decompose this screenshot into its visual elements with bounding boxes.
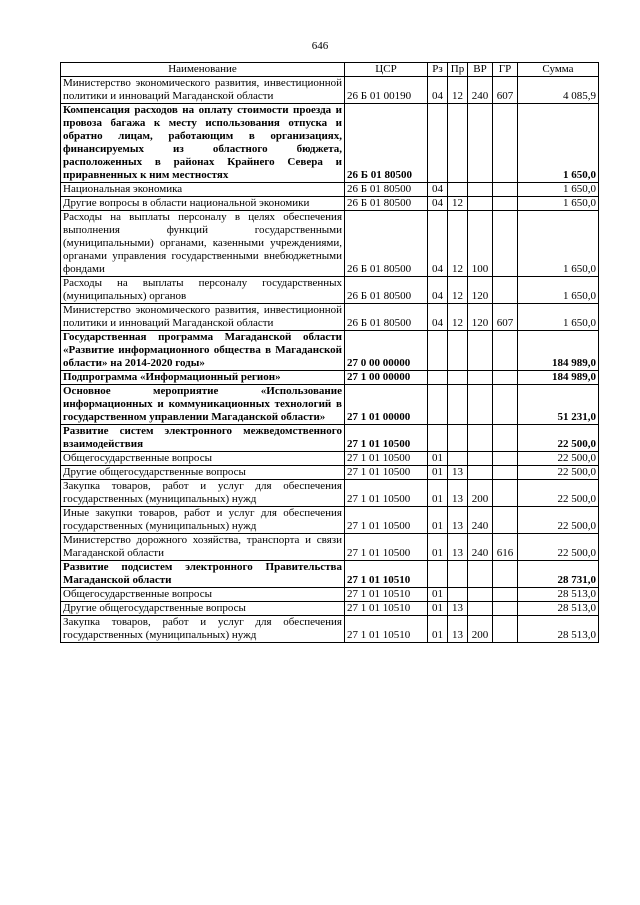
table-cell-vr <box>468 466 493 480</box>
table-row <box>61 452 599 466</box>
table-cell-gr <box>493 616 518 643</box>
table-cell-sum: 22 500,0 <box>518 425 599 452</box>
table-cell-csr: 26 Б 01 80500 <box>345 277 428 304</box>
table-cell-sum: 1 650,0 <box>518 277 599 304</box>
table-cell-name: Подпрограмма «Информационный регион» <box>61 371 345 385</box>
table-cell-pr <box>448 588 468 602</box>
table-cell-rz: 01 <box>428 480 448 507</box>
table-cell-gr <box>493 277 518 304</box>
table-row <box>61 197 599 211</box>
table-cell-vr: 100 <box>468 211 493 277</box>
table-cell-pr <box>448 371 468 385</box>
table-cell-rz: 01 <box>428 452 448 466</box>
table-cell-pr: 13 <box>448 480 468 507</box>
table-cell-csr: 27 1 01 10500 <box>345 466 428 480</box>
table-cell-name: Другие вопросы в области национальной экономики <box>61 197 345 211</box>
table-cell-pr: 13 <box>448 602 468 616</box>
table-cell-rz: 01 <box>428 602 448 616</box>
table-cell-pr: 12 <box>448 211 468 277</box>
table-cell-pr: 12 <box>448 197 468 211</box>
table-cell-vr <box>468 385 493 425</box>
table-cell-csr: 26 Б 01 80500 <box>345 183 428 197</box>
table-row <box>61 425 599 452</box>
table-cell-rz <box>428 331 448 371</box>
table-cell-sum: 22 500,0 <box>518 466 599 480</box>
table-cell-vr <box>468 183 493 197</box>
table-cell-rz <box>428 425 448 452</box>
table-row <box>61 277 599 304</box>
table-cell-name: Закупка товаров, работ и услуг для обеспечения государственных (муниципальных) нужд <box>61 616 345 643</box>
table-row <box>61 77 599 104</box>
table-cell-gr <box>493 183 518 197</box>
table-cell-pr <box>448 561 468 588</box>
table-cell-name: Государственная программа Магаданской области «Развитие информационного общества в Магаданской области» на 2014-2020 годы» <box>61 331 345 371</box>
table-cell-name: Другие общегосударственные вопросы <box>61 466 345 480</box>
table-cell-gr: 607 <box>493 304 518 331</box>
table-cell-name: Закупка товаров, работ и услуг для обеспечения государственных (муниципальных) нужд <box>61 480 345 507</box>
table-row <box>61 183 599 197</box>
table-row <box>61 616 599 643</box>
table-cell-csr: 26 Б 01 80500 <box>345 197 428 211</box>
table-cell-csr: 26 Б 01 80500 <box>345 211 428 277</box>
table-cell-csr: 27 1 01 10500 <box>345 480 428 507</box>
table-row <box>61 304 599 331</box>
table-cell-sum: 28 513,0 <box>518 616 599 643</box>
table-cell-pr: 12 <box>448 77 468 104</box>
table-cell-name: Общегосударственные вопросы <box>61 452 345 466</box>
table-cell-gr <box>493 466 518 480</box>
table-row <box>61 466 599 480</box>
header-pr: Пр <box>448 63 468 77</box>
table-row <box>61 371 599 385</box>
table-row <box>61 602 599 616</box>
table-cell-csr: 27 1 01 10510 <box>345 602 428 616</box>
table-cell-name: Общегосударственные вопросы <box>61 588 345 602</box>
table-cell-sum: 22 500,0 <box>518 480 599 507</box>
table-cell-pr: 13 <box>448 534 468 561</box>
header-rz: Рз <box>428 63 448 77</box>
table-cell-csr: 26 Б 01 00190 <box>345 77 428 104</box>
table-cell-rz: 04 <box>428 77 448 104</box>
table-cell-csr: 27 0 00 00000 <box>345 331 428 371</box>
table-cell-sum: 184 989,0 <box>518 371 599 385</box>
table-cell-vr <box>468 371 493 385</box>
table-cell-pr: 12 <box>448 277 468 304</box>
table-cell-name: Компенсация расходов на оплату стоимости проезда и провоза багажа к месту использования отпуска и обратно лицам, работающим в организациях, финансируемых из областного бюджета, расположенных в районах Крайнего Севера и приравненных к ним местностях <box>61 104 345 183</box>
table-cell-rz: 01 <box>428 466 448 480</box>
table-cell-vr <box>468 588 493 602</box>
table-cell-gr <box>493 507 518 534</box>
table-cell-csr: 27 1 01 10500 <box>345 425 428 452</box>
table-cell-name: Министерство экономического развития, инвестиционной политики и инноваций Магаданской области <box>61 304 345 331</box>
table-cell-sum: 22 500,0 <box>518 534 599 561</box>
table-row <box>61 561 599 588</box>
table-cell-rz: 01 <box>428 588 448 602</box>
table-cell-csr: 26 Б 01 80500 <box>345 304 428 331</box>
table-cell-name: Расходы на выплаты персоналу государственных (муниципальных) органов <box>61 277 345 304</box>
table-cell-rz <box>428 104 448 183</box>
table-cell-gr: 607 <box>493 77 518 104</box>
table-cell-csr: 27 1 01 00000 <box>345 385 428 425</box>
header-vr: ВР <box>468 63 493 77</box>
table-cell-sum: 28 513,0 <box>518 588 599 602</box>
table-cell-csr: 27 1 01 10510 <box>345 616 428 643</box>
table-cell-gr <box>493 561 518 588</box>
table-cell-gr <box>493 452 518 466</box>
table-cell-name: Расходы на выплаты персоналу в целях обеспечения выполнения функций государственными (муниципальными) органами, казенными учреждениями, органами управления государственными внебюджетными фондами <box>61 211 345 277</box>
table-cell-name: Министерство экономического развития, инвестиционной политики и инноваций Магаданской области <box>61 77 345 104</box>
table-cell-gr <box>493 331 518 371</box>
table-cell-pr <box>448 183 468 197</box>
header-gr: ГР <box>493 63 518 77</box>
table-cell-gr <box>493 385 518 425</box>
table-cell-vr <box>468 104 493 183</box>
table-row <box>61 480 599 507</box>
header-name: Наименование <box>61 63 345 77</box>
table-cell-name: Иные закупки товаров, работ и услуг для обеспечения государственных (муниципальных) нужд <box>61 507 345 534</box>
table-cell-name: Основное мероприятие «Использование информационных и коммуникационных технологий в государственном управлении Магаданской области» <box>61 385 345 425</box>
table-cell-vr: 240 <box>468 534 493 561</box>
table-cell-vr <box>468 197 493 211</box>
table-cell-rz <box>428 385 448 425</box>
table-cell-gr <box>493 104 518 183</box>
table-row <box>61 385 599 425</box>
table-cell-sum: 28 513,0 <box>518 602 599 616</box>
table-cell-sum: 1 650,0 <box>518 197 599 211</box>
table-cell-csr: 27 1 00 00000 <box>345 371 428 385</box>
table-cell-vr <box>468 425 493 452</box>
table-row <box>61 588 599 602</box>
table-cell-sum: 51 231,0 <box>518 385 599 425</box>
table-cell-rz: 04 <box>428 304 448 331</box>
table-cell-sum: 1 650,0 <box>518 183 599 197</box>
table-cell-vr <box>468 452 493 466</box>
table-cell-gr <box>493 197 518 211</box>
table-cell-pr: 13 <box>448 616 468 643</box>
table-cell-sum: 184 989,0 <box>518 331 599 371</box>
table-cell-csr: 27 1 01 10500 <box>345 534 428 561</box>
table-cell-pr <box>448 425 468 452</box>
table-cell-gr <box>493 211 518 277</box>
table-header <box>61 63 599 77</box>
table-cell-name: Развитие систем электронного межведомственного взаимодействия <box>61 425 345 452</box>
table-cell-sum: 4 085,9 <box>518 77 599 104</box>
table-cell-pr: 13 <box>448 466 468 480</box>
table-cell-csr: 27 1 01 10510 <box>345 588 428 602</box>
header-csr: ЦСР <box>345 63 428 77</box>
table-cell-rz: 04 <box>428 197 448 211</box>
table-cell-sum: 1 650,0 <box>518 104 599 183</box>
table-cell-vr: 120 <box>468 304 493 331</box>
page-number: 646 <box>311 40 329 52</box>
table-cell-pr <box>448 385 468 425</box>
budget-table <box>60 62 599 643</box>
table-cell-pr: 13 <box>448 507 468 534</box>
table-cell-rz: 01 <box>428 507 448 534</box>
table-row <box>61 331 599 371</box>
table-cell-gr <box>493 371 518 385</box>
table-cell-pr <box>448 104 468 183</box>
table-cell-name: Развитие подсистем электронного Правительства Магаданской области <box>61 561 345 588</box>
table-cell-vr: 200 <box>468 616 493 643</box>
table-cell-name: Национальная экономика <box>61 183 345 197</box>
table-cell-gr <box>493 480 518 507</box>
table-cell-rz <box>428 561 448 588</box>
table-cell-rz: 01 <box>428 534 448 561</box>
table-cell-sum: 22 500,0 <box>518 507 599 534</box>
table-row <box>61 211 599 277</box>
table-cell-rz: 01 <box>428 616 448 643</box>
table-row <box>61 507 599 534</box>
table-cell-vr: 200 <box>468 480 493 507</box>
table-cell-gr <box>493 588 518 602</box>
table-cell-rz <box>428 371 448 385</box>
table-cell-gr: 616 <box>493 534 518 561</box>
table-cell-csr: 26 Б 01 80500 <box>345 104 428 183</box>
table-cell-rz: 04 <box>428 277 448 304</box>
table-cell-vr: 240 <box>468 77 493 104</box>
header-sum: Сумма <box>518 63 599 77</box>
table-row <box>61 534 599 561</box>
table-cell-csr: 27 1 01 10500 <box>345 452 428 466</box>
table-cell-sum: 1 650,0 <box>518 304 599 331</box>
table-cell-gr <box>493 425 518 452</box>
table-cell-pr <box>448 452 468 466</box>
table-cell-name: Министерство дорожного хозяйства, транспорта и связи Магаданской области <box>61 534 345 561</box>
table-cell-vr: 120 <box>468 277 493 304</box>
table-cell-sum: 28 731,0 <box>518 561 599 588</box>
table-cell-sum: 1 650,0 <box>518 211 599 277</box>
table-cell-pr <box>448 331 468 371</box>
table-cell-csr: 27 1 01 10500 <box>345 507 428 534</box>
table-cell-csr: 27 1 01 10510 <box>345 561 428 588</box>
table-cell-vr <box>468 331 493 371</box>
table-cell-vr: 240 <box>468 507 493 534</box>
table-row <box>61 104 599 183</box>
table-cell-vr <box>468 561 493 588</box>
table-cell-sum: 22 500,0 <box>518 452 599 466</box>
table-cell-vr <box>468 602 493 616</box>
table-cell-gr <box>493 602 518 616</box>
table-cell-name: Другие общегосударственные вопросы <box>61 602 345 616</box>
table-cell-rz: 04 <box>428 183 448 197</box>
table-cell-pr: 12 <box>448 304 468 331</box>
table-cell-rz: 04 <box>428 211 448 277</box>
